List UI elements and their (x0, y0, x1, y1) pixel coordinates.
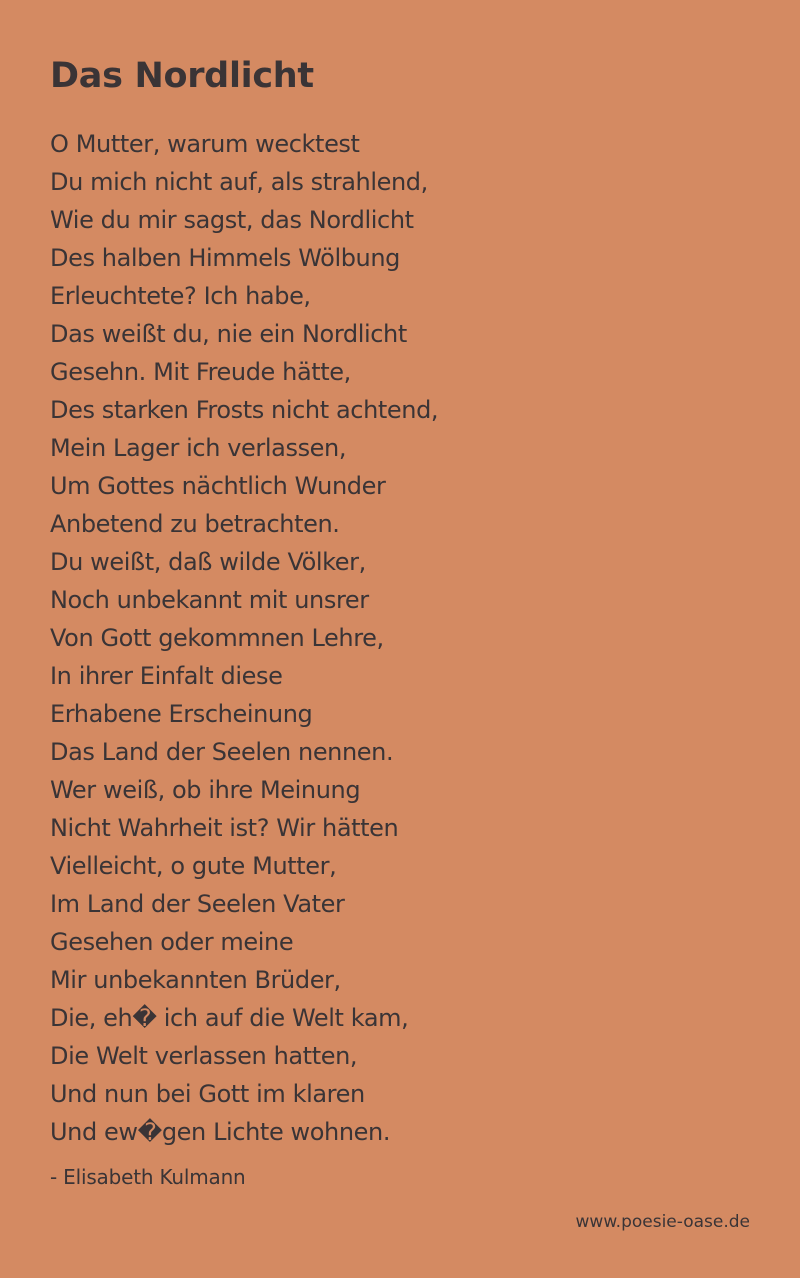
poem-line: O Mutter, warum wecktest (50, 130, 360, 158)
poem-line: Die Welt verlassen hatten, (50, 1042, 358, 1070)
website-credit: www.poesie-oase.de (575, 1212, 750, 1232)
poem-line: Gesehen oder meine (50, 928, 294, 956)
poem-line: Des halben Himmels Wölbung (50, 244, 401, 272)
poem-line: Anbetend zu betrachten. (50, 510, 340, 538)
poem-line: In ihrer Einfalt diese (50, 662, 283, 690)
poem-line: Und ew�gen Lichte wohnen. (50, 1118, 391, 1146)
poem-line: Das weißt du, nie ein Nordlicht (50, 320, 407, 348)
poem-line: Des starken Frosts nicht achtend, (50, 396, 439, 424)
poem-line: Von Gott gekommnen Lehre, (50, 624, 384, 652)
poem-line: Das Land der Seelen nennen. (50, 738, 394, 766)
poem-line: Vielleicht, o gute Mutter, (50, 852, 337, 880)
poem-line: Du mich nicht auf, als strahlend, (50, 168, 428, 196)
poem-line: Erleuchtete? Ich habe, (50, 282, 311, 310)
poem-line: Um Gottes nächtlich Wunder (50, 472, 386, 500)
poem-line: Mir unbekannten Brüder, (50, 966, 341, 994)
poem-line: Mein Lager ich verlassen, (50, 434, 347, 462)
poem-line: Wie du mir sagst, das Nordlicht (50, 206, 414, 234)
poem-line: Nicht Wahrheit ist? Wir hätten (50, 814, 399, 842)
poem-line: Du weißt, daß wilde Völker, (50, 548, 366, 576)
poem-line: Die, eh� ich auf die Welt kam, (50, 1004, 409, 1032)
poem-line: Noch unbekannt mit unsrer (50, 586, 369, 614)
poem-line: Und nun bei Gott im klaren (50, 1080, 365, 1108)
poem-title: Das Nordlicht (50, 56, 314, 96)
poem-line: Wer weiß, ob ihre Meinung (50, 776, 361, 804)
poem-line: Erhabene Erscheinung (50, 700, 313, 728)
poem-author: - Elisabeth Kulmann (50, 1165, 246, 1189)
poem-body (50, 125, 438, 1151)
poem-line: Im Land der Seelen Vater (50, 890, 345, 918)
poem-line: Gesehn. Mit Freude hätte, (50, 358, 351, 386)
